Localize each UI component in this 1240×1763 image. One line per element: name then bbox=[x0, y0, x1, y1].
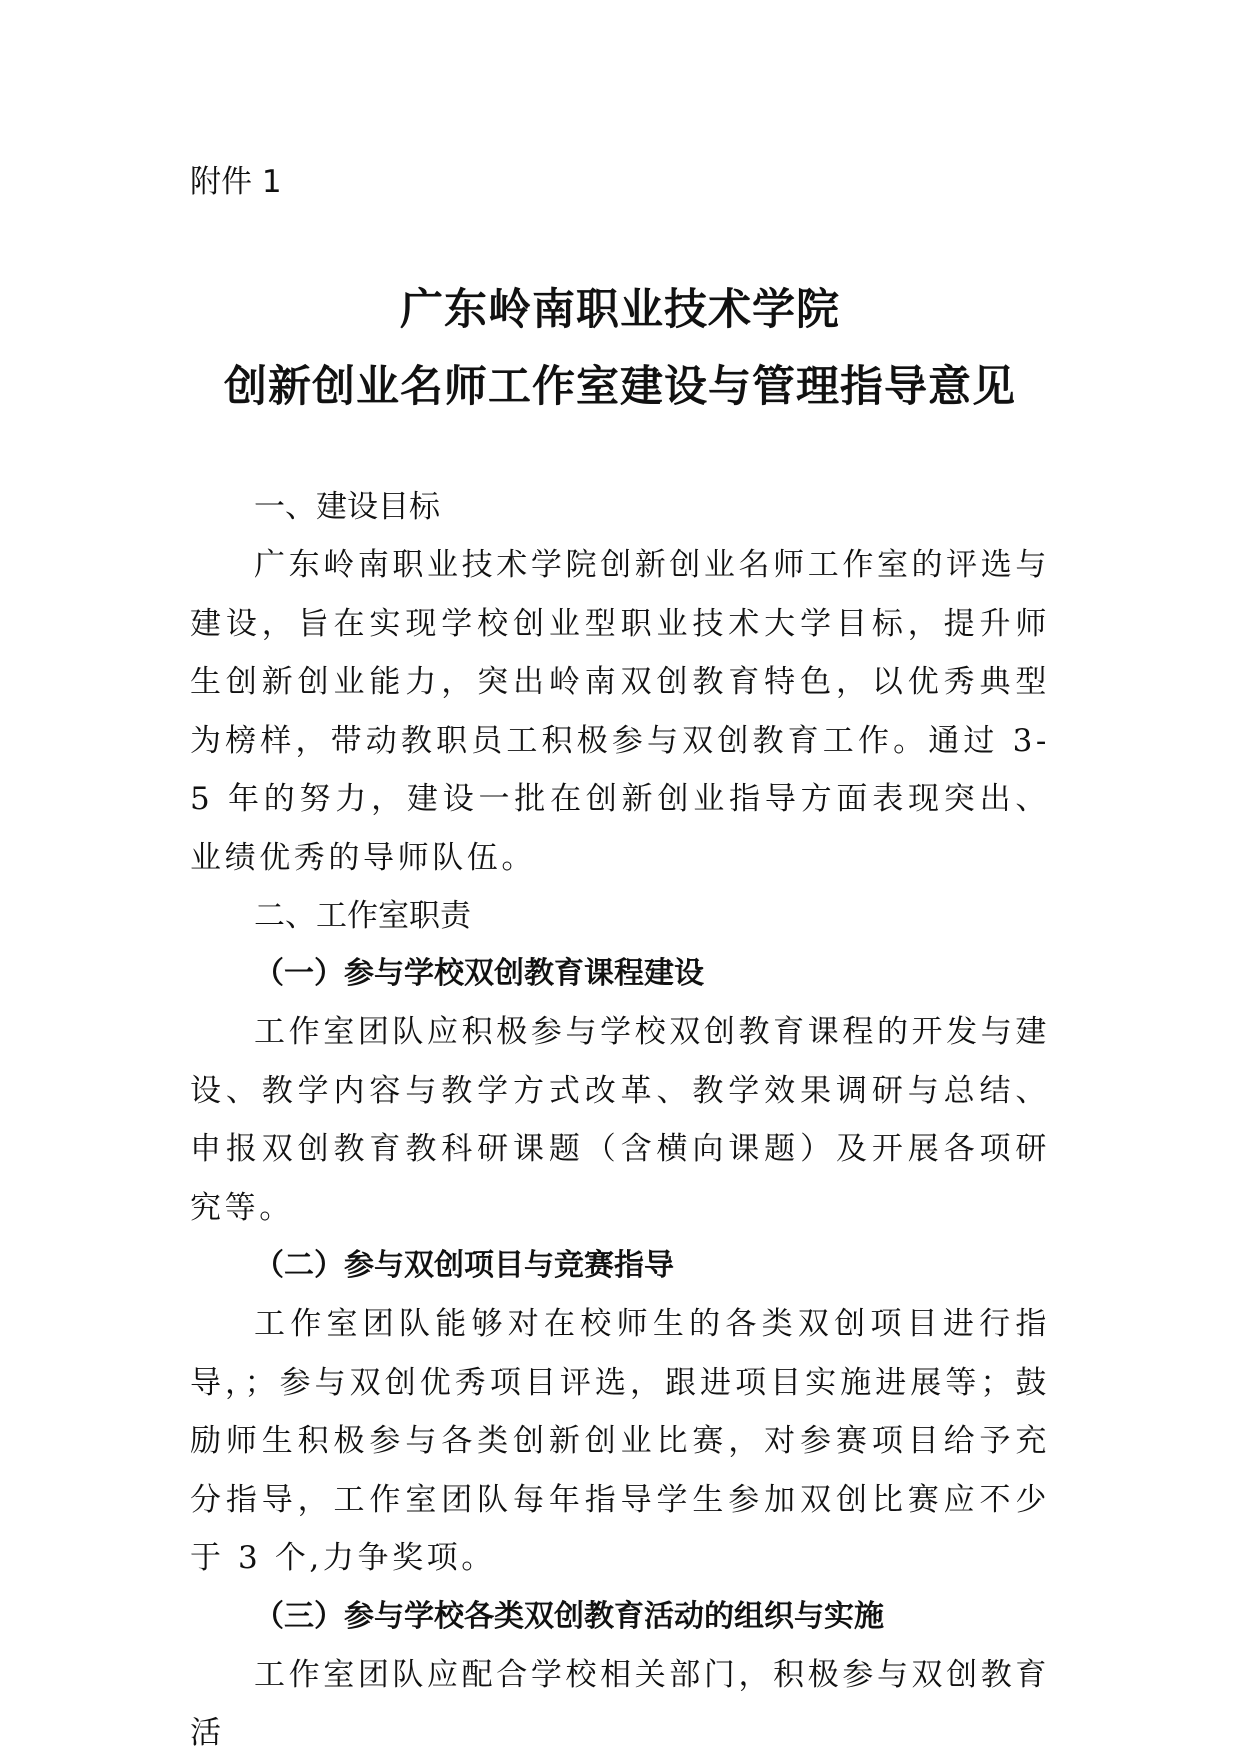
subsection-heading-course-building: （一）参与学校双创教育课程建设 bbox=[254, 956, 704, 991]
paragraph-course-building: 工作室团队应积极参与学校双创教育课程的开发与建设、教学内容与教学方式改革、教学效果调研与总结、申报双创教育教科研课题（含横向课题）及开展各项研究等。 bbox=[190, 1014, 1050, 1226]
paragraph-goals: 广东岭南职业技术学院创新创业名师工作室的评选与建设，旨在实现学校创业型职业技术大学目标，提升师生创新创业能力，突出岭南双创教育特色，以优秀典型为榜样，带动教职员工积极参与双创教育工作。通过 3-5 年的努力，建设一批在创新创业指导方面表现突出、业绩优秀的导师队伍。 bbox=[190, 547, 1050, 876]
document-title-line-2: 创新创业名师工作室建设与管理指导意见 bbox=[224, 362, 1016, 412]
subsection-heading-project-guidance: （二）参与双创项目与竞赛指导 bbox=[254, 1248, 674, 1283]
section-heading-duties: 二、工作室职责 bbox=[254, 898, 471, 934]
document-body bbox=[190, 478, 1050, 1763]
paragraph-project-guidance: 工作室团队能够对在校师生的各类双创项目进行指导，；参与双创优秀项目评选，跟进项目实施进展等；鼓励师生积极参与各类创新创业比赛，对参赛项目给予充分指导，工作室团队每年指导学生参加双创比赛应不少于 3 个,力争奖项。 bbox=[190, 1306, 1050, 1576]
section-heading-goals: 一、建设目标 bbox=[254, 489, 440, 525]
subsection-heading-activities: （三）参与学校各类双创教育活动的组织与实施 bbox=[254, 1598, 884, 1634]
attachment-label: 附件 1 bbox=[190, 164, 282, 200]
paragraph-activities: 工作室团队应配合学校相关部门，积极参与双创教育活 bbox=[190, 1656, 1050, 1751]
document-title-line-1: 广东岭南职业技术学院 bbox=[400, 285, 840, 335]
